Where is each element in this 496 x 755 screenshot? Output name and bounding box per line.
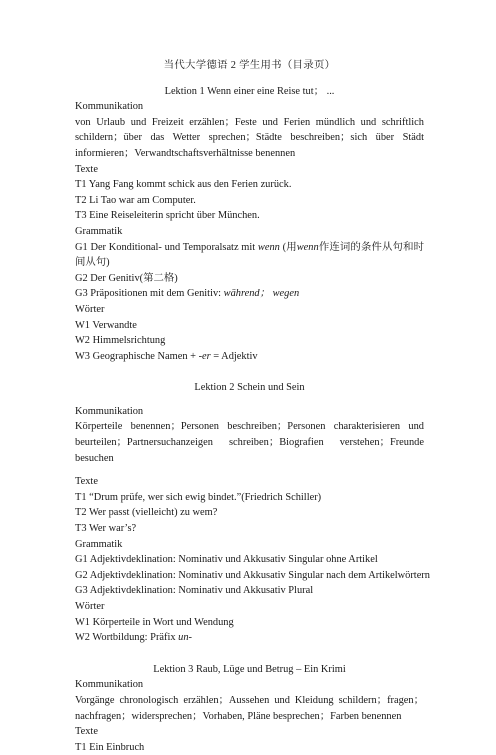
section-heading-kommunikation: Kommunikation bbox=[75, 101, 144, 113]
section-heading-kommunikation: Kommunikation bbox=[75, 679, 144, 691]
kommunikation-text: Körperteile benennen；Personen beschreiben；Personen charakterisieren und beurteilen；Partnersuchanzeigen schreiben；Biografien verstehen；Freunde besuchen bbox=[75, 421, 424, 464]
word-suffix: -er bbox=[198, 350, 211, 362]
grammar-item: G2 Der Genitiv(第二格) bbox=[75, 272, 178, 284]
grammar-keyword: während； wegen bbox=[223, 288, 300, 300]
lesson-3 bbox=[75, 662, 424, 755]
grammar-item: G1 Adjektivdeklination: Nominativ und Akkusativ Singular ohne Artikel bbox=[75, 554, 378, 566]
grammar-text: G1 Der Konditional- und Temporalsatz mit bbox=[75, 241, 258, 253]
text-item: T2 Wer passt (vielleicht) zu wem? bbox=[75, 507, 218, 519]
text-item: T1 “Drum prüfe, wer sich ewig bindet.”(Friedrich Schiller) bbox=[75, 491, 322, 503]
grammar-item: G2 Adjektivdeklination: Nominativ und Akkusativ Singular nach dem Artikelwörtern bbox=[75, 569, 430, 581]
word-text: W2 Wortbildung: Präfix bbox=[75, 632, 179, 644]
grammar-text: (用 bbox=[279, 241, 297, 253]
word-text: W3 Geographische Namen + bbox=[75, 350, 199, 362]
grammar-keyword: wenn bbox=[257, 241, 280, 253]
page-title: 当代大学德语 2 学生用书（目录页） bbox=[163, 60, 336, 71]
text-item: T3 Eine Reiseleiterin spricht über München. bbox=[75, 210, 260, 222]
grammar-keyword: wenn bbox=[296, 241, 319, 253]
grammar-text: 作连词的条件从句和时间从句) bbox=[75, 241, 425, 269]
word-item: W1 Körperteile in Wort und Wendung bbox=[75, 616, 234, 628]
lesson-title: Lektion 1 Wenn einer eine Reise tut； ... bbox=[164, 85, 335, 97]
section-heading-texte: Texte bbox=[75, 726, 98, 738]
kommunikation-text: von Urlaub und Freizeit erzählen；Feste und Ferien mündlich und schriftlich schildern；über das Wetter sprechen；Städte beschreiben；sich über Städt informieren；Verwandtschaftsverhältnisse benennen bbox=[75, 116, 424, 159]
word-text: = Adjektiv bbox=[210, 350, 258, 362]
lesson-2 bbox=[75, 380, 430, 646]
section-heading-woerter: Wörter bbox=[75, 303, 105, 315]
lesson-1 bbox=[75, 84, 424, 365]
section-heading-texte: Texte bbox=[75, 163, 98, 175]
section-heading-kommunikation: Kommunikation bbox=[75, 405, 144, 417]
lesson-title: Lektion 3 Raub, Lüge und Betrug – Ein Krimi bbox=[153, 663, 346, 675]
word-item bbox=[75, 349, 424, 365]
word-item bbox=[75, 630, 424, 646]
grammar-item bbox=[75, 240, 424, 271]
section-heading-woerter: Wörter bbox=[75, 601, 105, 612]
grammar-item: G3 Adjektivdeklination: Nominativ und Akkusativ Plural bbox=[75, 585, 314, 597]
kommunikation-text: Vorgänge chronologisch erzählen；Aussehen und Kleidung schildern；fragen；nachfragen；widersprechen；Vorhaben, Pläne besprechen；Farben benennen bbox=[75, 694, 424, 722]
grammar-text: G3 Präpositionen mit dem Genitiv: bbox=[75, 288, 224, 300]
word-item: W1 Verwandte bbox=[75, 319, 137, 331]
text-item: T2 Li Tao war am Computer. bbox=[75, 194, 196, 206]
document-page bbox=[75, 58, 430, 755]
section-heading-grammatik: Grammatik bbox=[75, 225, 123, 237]
lesson-title: Lektion 2 Schein und Sein bbox=[194, 382, 305, 394]
section-heading-texte: Texte bbox=[75, 476, 98, 488]
word-prefix: un- bbox=[178, 632, 193, 644]
word-item: W2 Himmelsrichtung bbox=[75, 335, 166, 347]
section-heading-grammatik: Grammatik bbox=[75, 538, 123, 550]
grammar-item bbox=[75, 286, 424, 302]
text-item: T1 Ein Einbruch bbox=[75, 741, 145, 753]
text-item: T3 Wer war’s? bbox=[75, 523, 137, 535]
text-item: T1 Yang Fang kommt schick aus den Ferien zurück. bbox=[75, 179, 292, 191]
